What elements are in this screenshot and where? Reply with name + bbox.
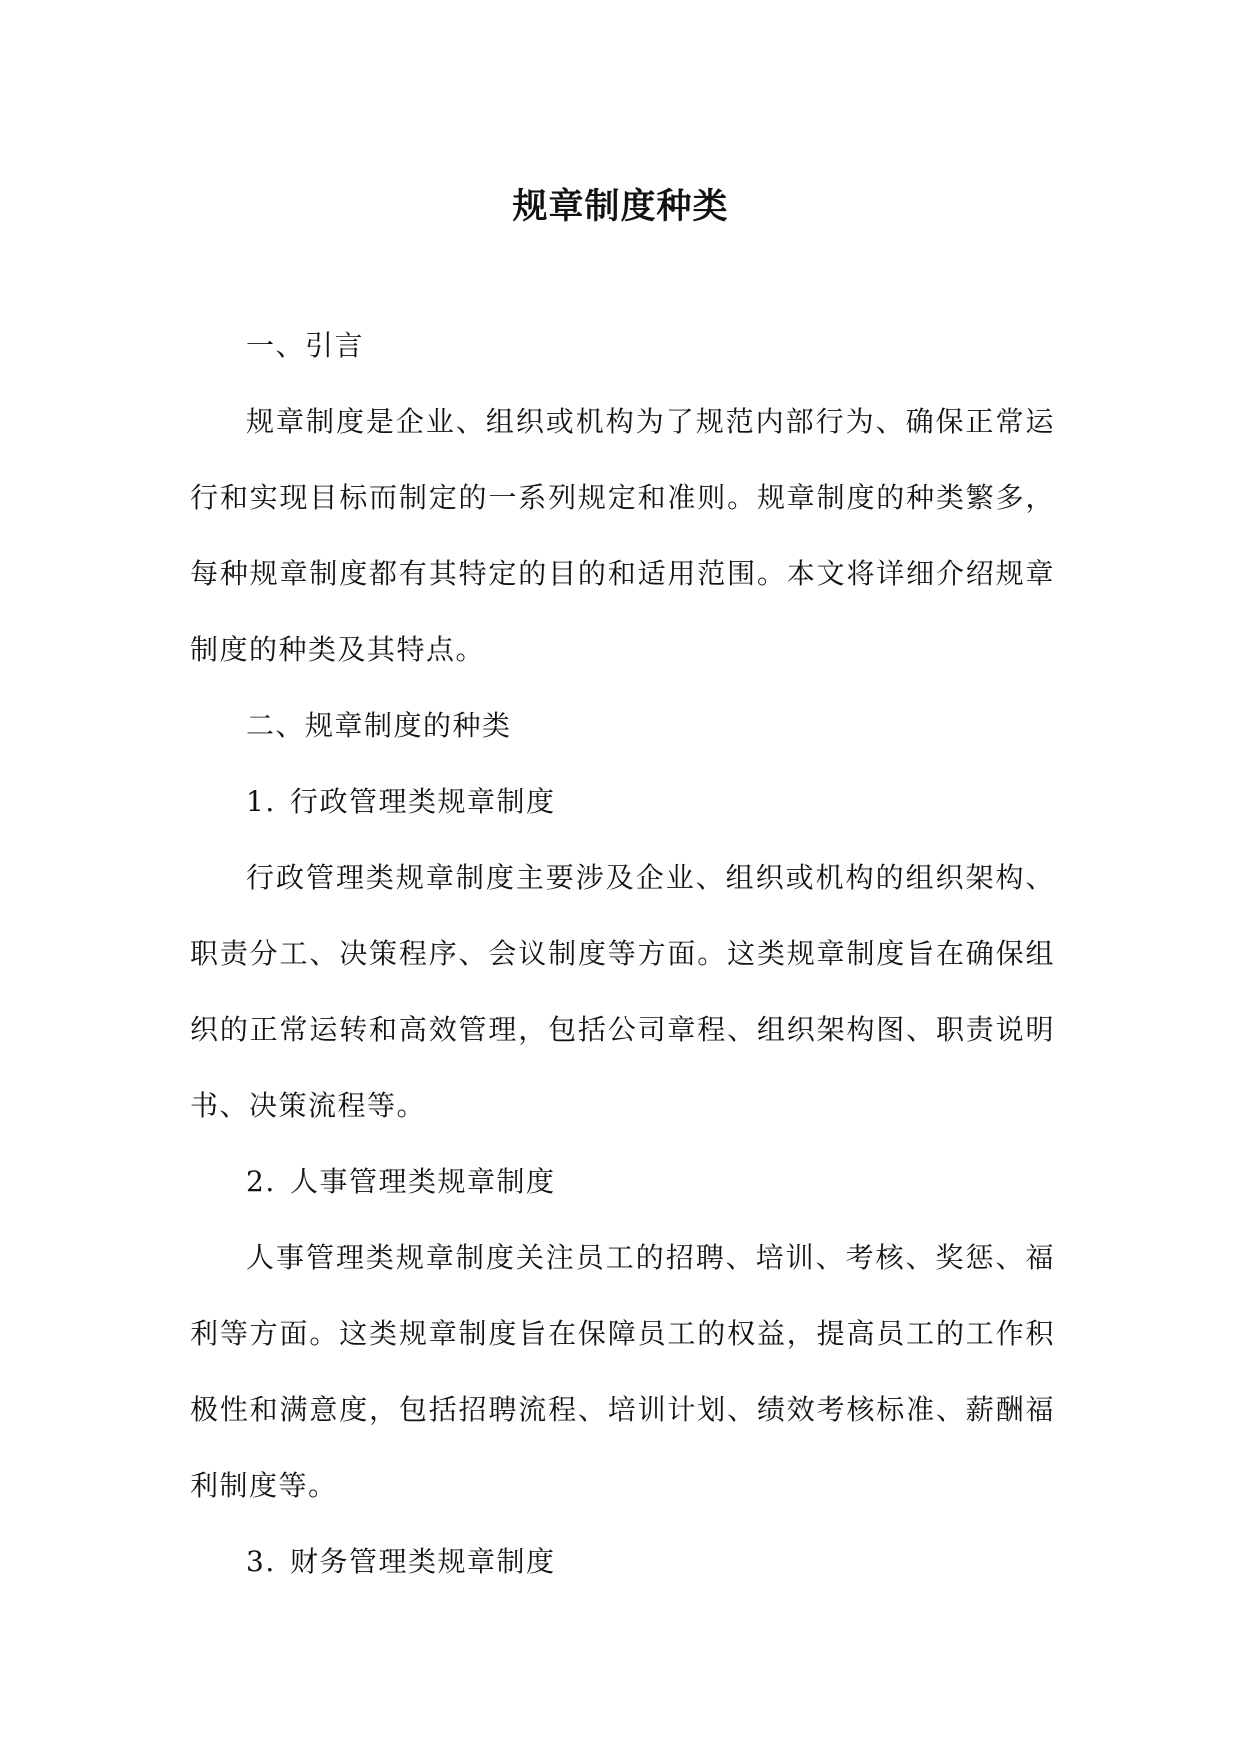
subheading-administrative [190, 764, 1055, 840]
subheading-number: 1. [246, 785, 276, 818]
subheading-number: 3. [246, 1545, 276, 1578]
subheading-financial [190, 1524, 1055, 1600]
subheading-number: 2. [246, 1165, 276, 1198]
subheading-label: 行政管理类规章制度 [290, 785, 556, 818]
paragraph-introduction: 规章制度是企业、组织或机构为了规范内部行为、确保正常运行和实现目标而制定的一系列规定和准则。规章制度的种类繁多，每种规章制度都有其特定的目的和适用范围。本文将详细介绍规章制度的种类及其特点。 [190, 405, 1055, 666]
document-body [190, 308, 1055, 1600]
subheading-label: 财务管理类规章制度 [290, 1545, 556, 1578]
paragraph-personnel: 人事管理类规章制度关注员工的招聘、培训、考核、奖惩、福利等方面。这类规章制度旨在保障员工的权益，提高员工的工作积极性和满意度，包括招聘流程、培训计划、绩效考核标准、薪酬福利制度等。 [190, 1241, 1055, 1502]
document-title: 规章制度种类 [512, 187, 729, 227]
paragraph-administrative: 行政管理类规章制度主要涉及企业、组织或机构的组织架构、职责分工、决策程序、会议制度等方面。这类规章制度旨在确保组织的正常运转和高效管理，包括公司章程、组织架构图、职责说明书、决策流程等。 [190, 861, 1055, 1122]
subheading-personnel [190, 1144, 1055, 1220]
section-heading-introduction: 一、引言 [246, 329, 365, 362]
subheading-label: 人事管理类规章制度 [290, 1165, 556, 1198]
section-heading-types: 二、规章制度的种类 [246, 709, 512, 742]
